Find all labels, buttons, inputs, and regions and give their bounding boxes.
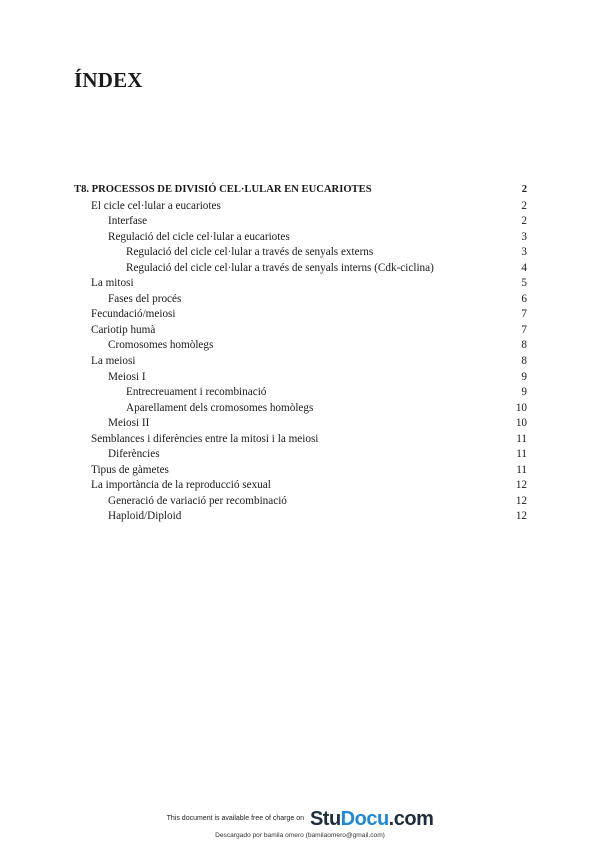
toc-entry-title: Interfase: [108, 215, 148, 228]
brand-part-3: .com: [388, 808, 434, 830]
toc-entry-title: Tipus de gàmetes: [91, 463, 169, 476]
toc-entry-title: Semblances i diferències entre la mitosi i la meiosi: [91, 432, 319, 445]
toc-entry-page: 12: [515, 494, 527, 507]
toc-entry[interactable]: [74, 417, 527, 433]
toc-entry-title: La mitosi: [91, 277, 134, 290]
toc-entry-page: 11: [516, 432, 527, 445]
toc-entry[interactable]: [74, 386, 527, 402]
toc-entry-page: 8: [521, 339, 527, 352]
toc-entry[interactable]: [74, 355, 527, 371]
toc-entry-title: Cromosomes homòlegs: [108, 339, 214, 352]
table-of-contents: [74, 184, 527, 526]
toc-entry[interactable]: [74, 308, 527, 324]
brand-part-2: Docu: [340, 808, 389, 830]
toc-entry[interactable]: [74, 200, 527, 216]
toc-entry-page: 7: [521, 308, 527, 321]
toc-entry[interactable]: [74, 464, 527, 480]
footer-download-note: Descargado por bamila omero (bamilaomero@gmail.com): [215, 832, 385, 839]
toc-entry-page: 3: [521, 246, 527, 259]
footer-note: This document is available free of charge on: [166, 815, 304, 822]
toc-entry[interactable]: [74, 402, 527, 418]
footer-availability: [0, 808, 600, 830]
toc-entry[interactable]: [74, 433, 527, 449]
toc-entry[interactable]: [74, 479, 527, 495]
toc-entry[interactable]: [74, 448, 527, 464]
toc-entry-title: El cicle cel·lular a eucariotes: [91, 199, 221, 212]
toc-entry[interactable]: [74, 184, 527, 200]
toc-entry[interactable]: [74, 231, 527, 247]
toc-entry-title: Fases del procés: [108, 292, 182, 305]
toc-entry-title: Haploid/Diploid: [108, 510, 182, 523]
toc-entry-page: 4: [521, 261, 527, 274]
brand-part-1: Stu: [309, 808, 341, 830]
toc-entry[interactable]: [74, 262, 527, 278]
toc-entry[interactable]: [74, 495, 527, 511]
toc-entry-title: Cariotip humà: [91, 323, 156, 336]
toc-entry-title: Aparellament dels cromosomes homòlegs: [126, 401, 314, 414]
toc-entry-title: Diferències: [108, 448, 160, 461]
toc-entry[interactable]: [74, 324, 527, 340]
toc-entry-page: 11: [516, 448, 527, 461]
toc-entry-page: 9: [521, 386, 527, 399]
toc-entry-title: Meiosi I: [108, 370, 146, 383]
toc-entry-title: Regulació del cicle cel·lular a través de senyals interns (Cdk-ciclina): [126, 261, 434, 274]
studocu-logo[interactable]: [310, 808, 433, 830]
page-title: ÍNDEX: [74, 68, 143, 92]
toc-entry-page: 2: [521, 184, 527, 195]
toc-entry-page: 2: [521, 215, 527, 228]
toc-entry-page: 12: [515, 479, 527, 492]
toc-entry-title: Fecundació/meiosi: [91, 308, 176, 321]
toc-entry-title: La importància de la reproducció sexual: [91, 479, 271, 492]
toc-entry-title: Regulació del cicle cel·lular a eucariotes: [108, 230, 290, 243]
toc-entry-page: 8: [521, 355, 527, 368]
toc-entry-page: 12: [515, 510, 527, 523]
toc-entry[interactable]: [74, 277, 527, 293]
toc-entry-title: Generació de variació per recombinació: [108, 494, 287, 507]
toc-entry-title: La meiosi: [91, 355, 136, 368]
toc-entry-page: 9: [521, 370, 527, 383]
toc-entry-page: 7: [521, 323, 527, 336]
toc-entry-title: T8. PROCESSOS DE DIVISIÓ CEL·LULAR EN EUCARIOTES: [74, 184, 372, 195]
toc-entry-page: 6: [521, 292, 527, 305]
toc-entry[interactable]: [74, 246, 527, 262]
toc-entry-page: 10: [515, 417, 527, 430]
toc-entry[interactable]: [74, 293, 527, 309]
toc-entry-page: 2: [521, 199, 527, 212]
toc-entry-title: Entrecreuament i recombinació: [126, 386, 267, 399]
toc-entry[interactable]: [74, 510, 527, 526]
toc-entry-title: Meiosi II: [108, 417, 150, 430]
toc-entry-title: Regulació del cicle cel·lular a través de senyals externs: [126, 246, 374, 259]
toc-entry-page: 3: [521, 230, 527, 243]
toc-entry-page: 10: [515, 401, 527, 414]
toc-entry-page: 5: [521, 277, 527, 290]
toc-entry-page: 11: [516, 463, 527, 476]
toc-entry[interactable]: [74, 371, 527, 387]
toc-entry[interactable]: [74, 339, 527, 355]
toc-entry[interactable]: [74, 215, 527, 231]
